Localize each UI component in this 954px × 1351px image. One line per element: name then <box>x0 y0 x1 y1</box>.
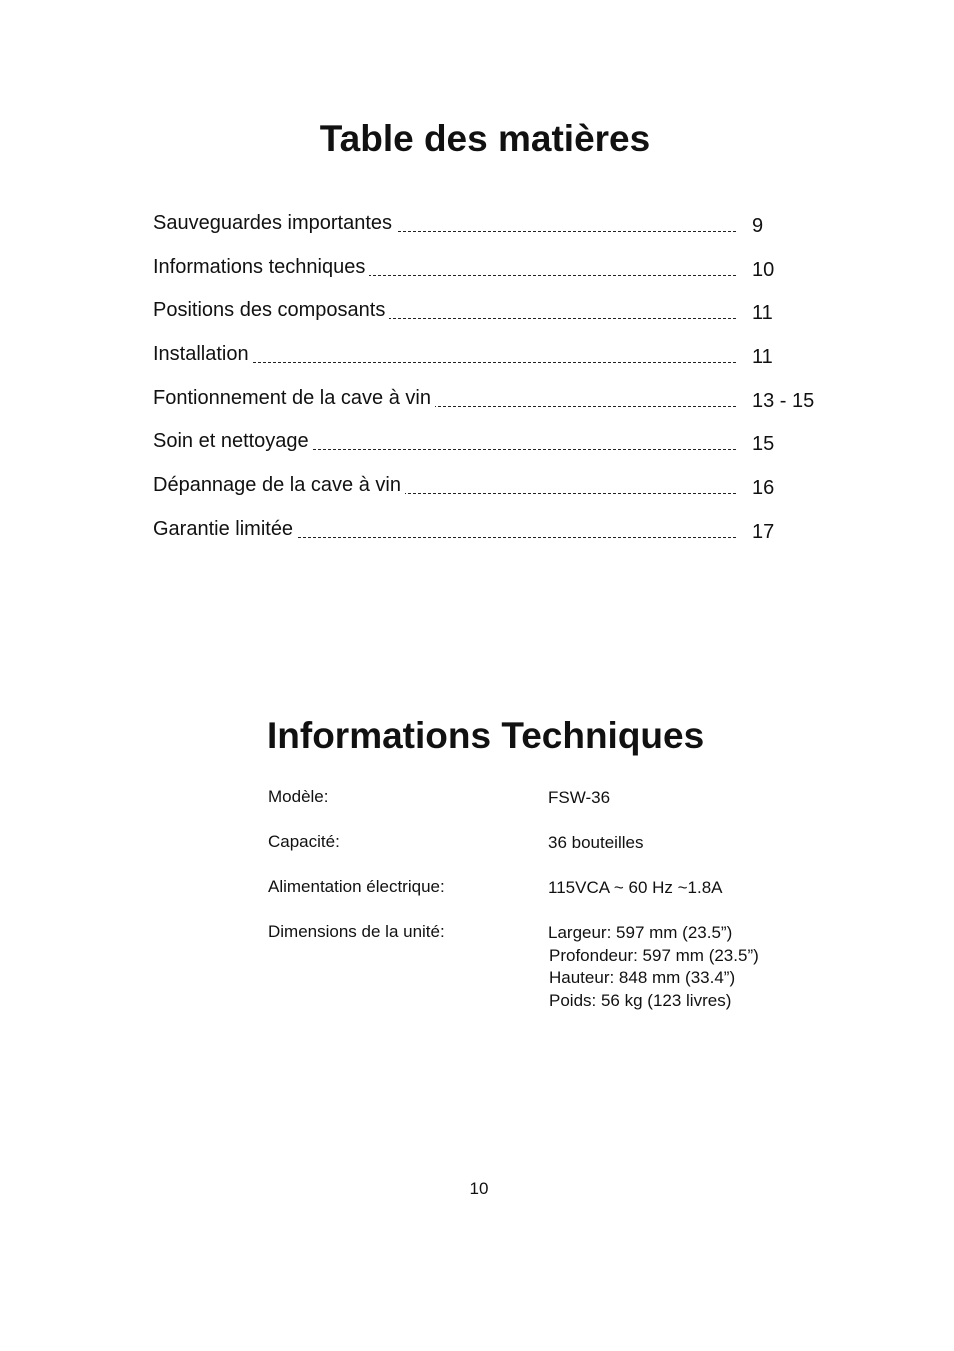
toc-entry <box>153 208 853 252</box>
toc-entry-page: 10 <box>752 258 775 281</box>
toc-entry <box>153 339 853 383</box>
toc-entry-page: 13 - 15 <box>752 389 815 412</box>
page-number: 10 <box>469 1179 489 1198</box>
toc-entry-page: 15 <box>752 433 775 456</box>
toc-entry-label: Dépannage de la cave à vin <box>153 474 405 497</box>
toc-entry-label: Soin et nettoyage <box>153 430 313 453</box>
spec-key: Dimensions de la unité: <box>268 922 445 941</box>
dimension-weight: Poids: 56 kg (123 livres) <box>549 990 732 1010</box>
toc-entry-page: 17 <box>752 520 775 543</box>
toc-entry <box>153 514 853 558</box>
toc-entry-label: Sauveguardes importantes <box>153 212 396 235</box>
spec-value: FSW-36 <box>548 788 611 807</box>
toc-entry-page: 11 <box>752 346 773 369</box>
dimension-depth: Profondeur: 597 mm (23.5”) <box>549 945 759 965</box>
toc-entry-label: Garantie limitée <box>153 518 297 541</box>
spec-value: 36 bouteilles <box>548 833 644 852</box>
toc-title: Table des matières <box>319 118 651 159</box>
table-of-contents <box>153 208 853 558</box>
toc-entry <box>153 252 853 296</box>
spec-value-dimensions <box>548 922 759 1012</box>
toc-entry <box>153 426 853 470</box>
toc-entry-label: Installation <box>153 343 253 366</box>
spec-row-power <box>268 877 828 922</box>
toc-entry-label: Fontionnement de la cave à vin <box>153 387 435 410</box>
toc-entry-page: 16 <box>752 477 775 500</box>
spec-row-capacity <box>268 832 828 877</box>
dimension-width: Largeur: 597 mm (23.5”) <box>548 923 733 942</box>
toc-entry-page: 9 <box>752 215 764 237</box>
toc-entry <box>153 470 853 514</box>
specs-title: Informations Techniques <box>267 715 705 756</box>
toc-entry-label: Positions des composants <box>153 299 389 322</box>
spec-key: Capacité: <box>268 832 340 851</box>
toc-entry-label: Informations techniques <box>153 256 369 279</box>
spec-key: Modèle: <box>268 787 329 806</box>
spec-row-model <box>268 787 828 832</box>
dimension-height: Hauteur: 848 mm (33.4”) <box>549 968 736 987</box>
toc-entry <box>153 295 853 339</box>
spec-key: Alimentation électrique: <box>268 877 445 896</box>
spec-value: 115VCA ~ 60 Hz ~1.8A <box>548 878 723 897</box>
specifications-table <box>268 787 828 1010</box>
toc-entry-page: 11 <box>752 302 773 325</box>
toc-entry <box>153 383 853 427</box>
